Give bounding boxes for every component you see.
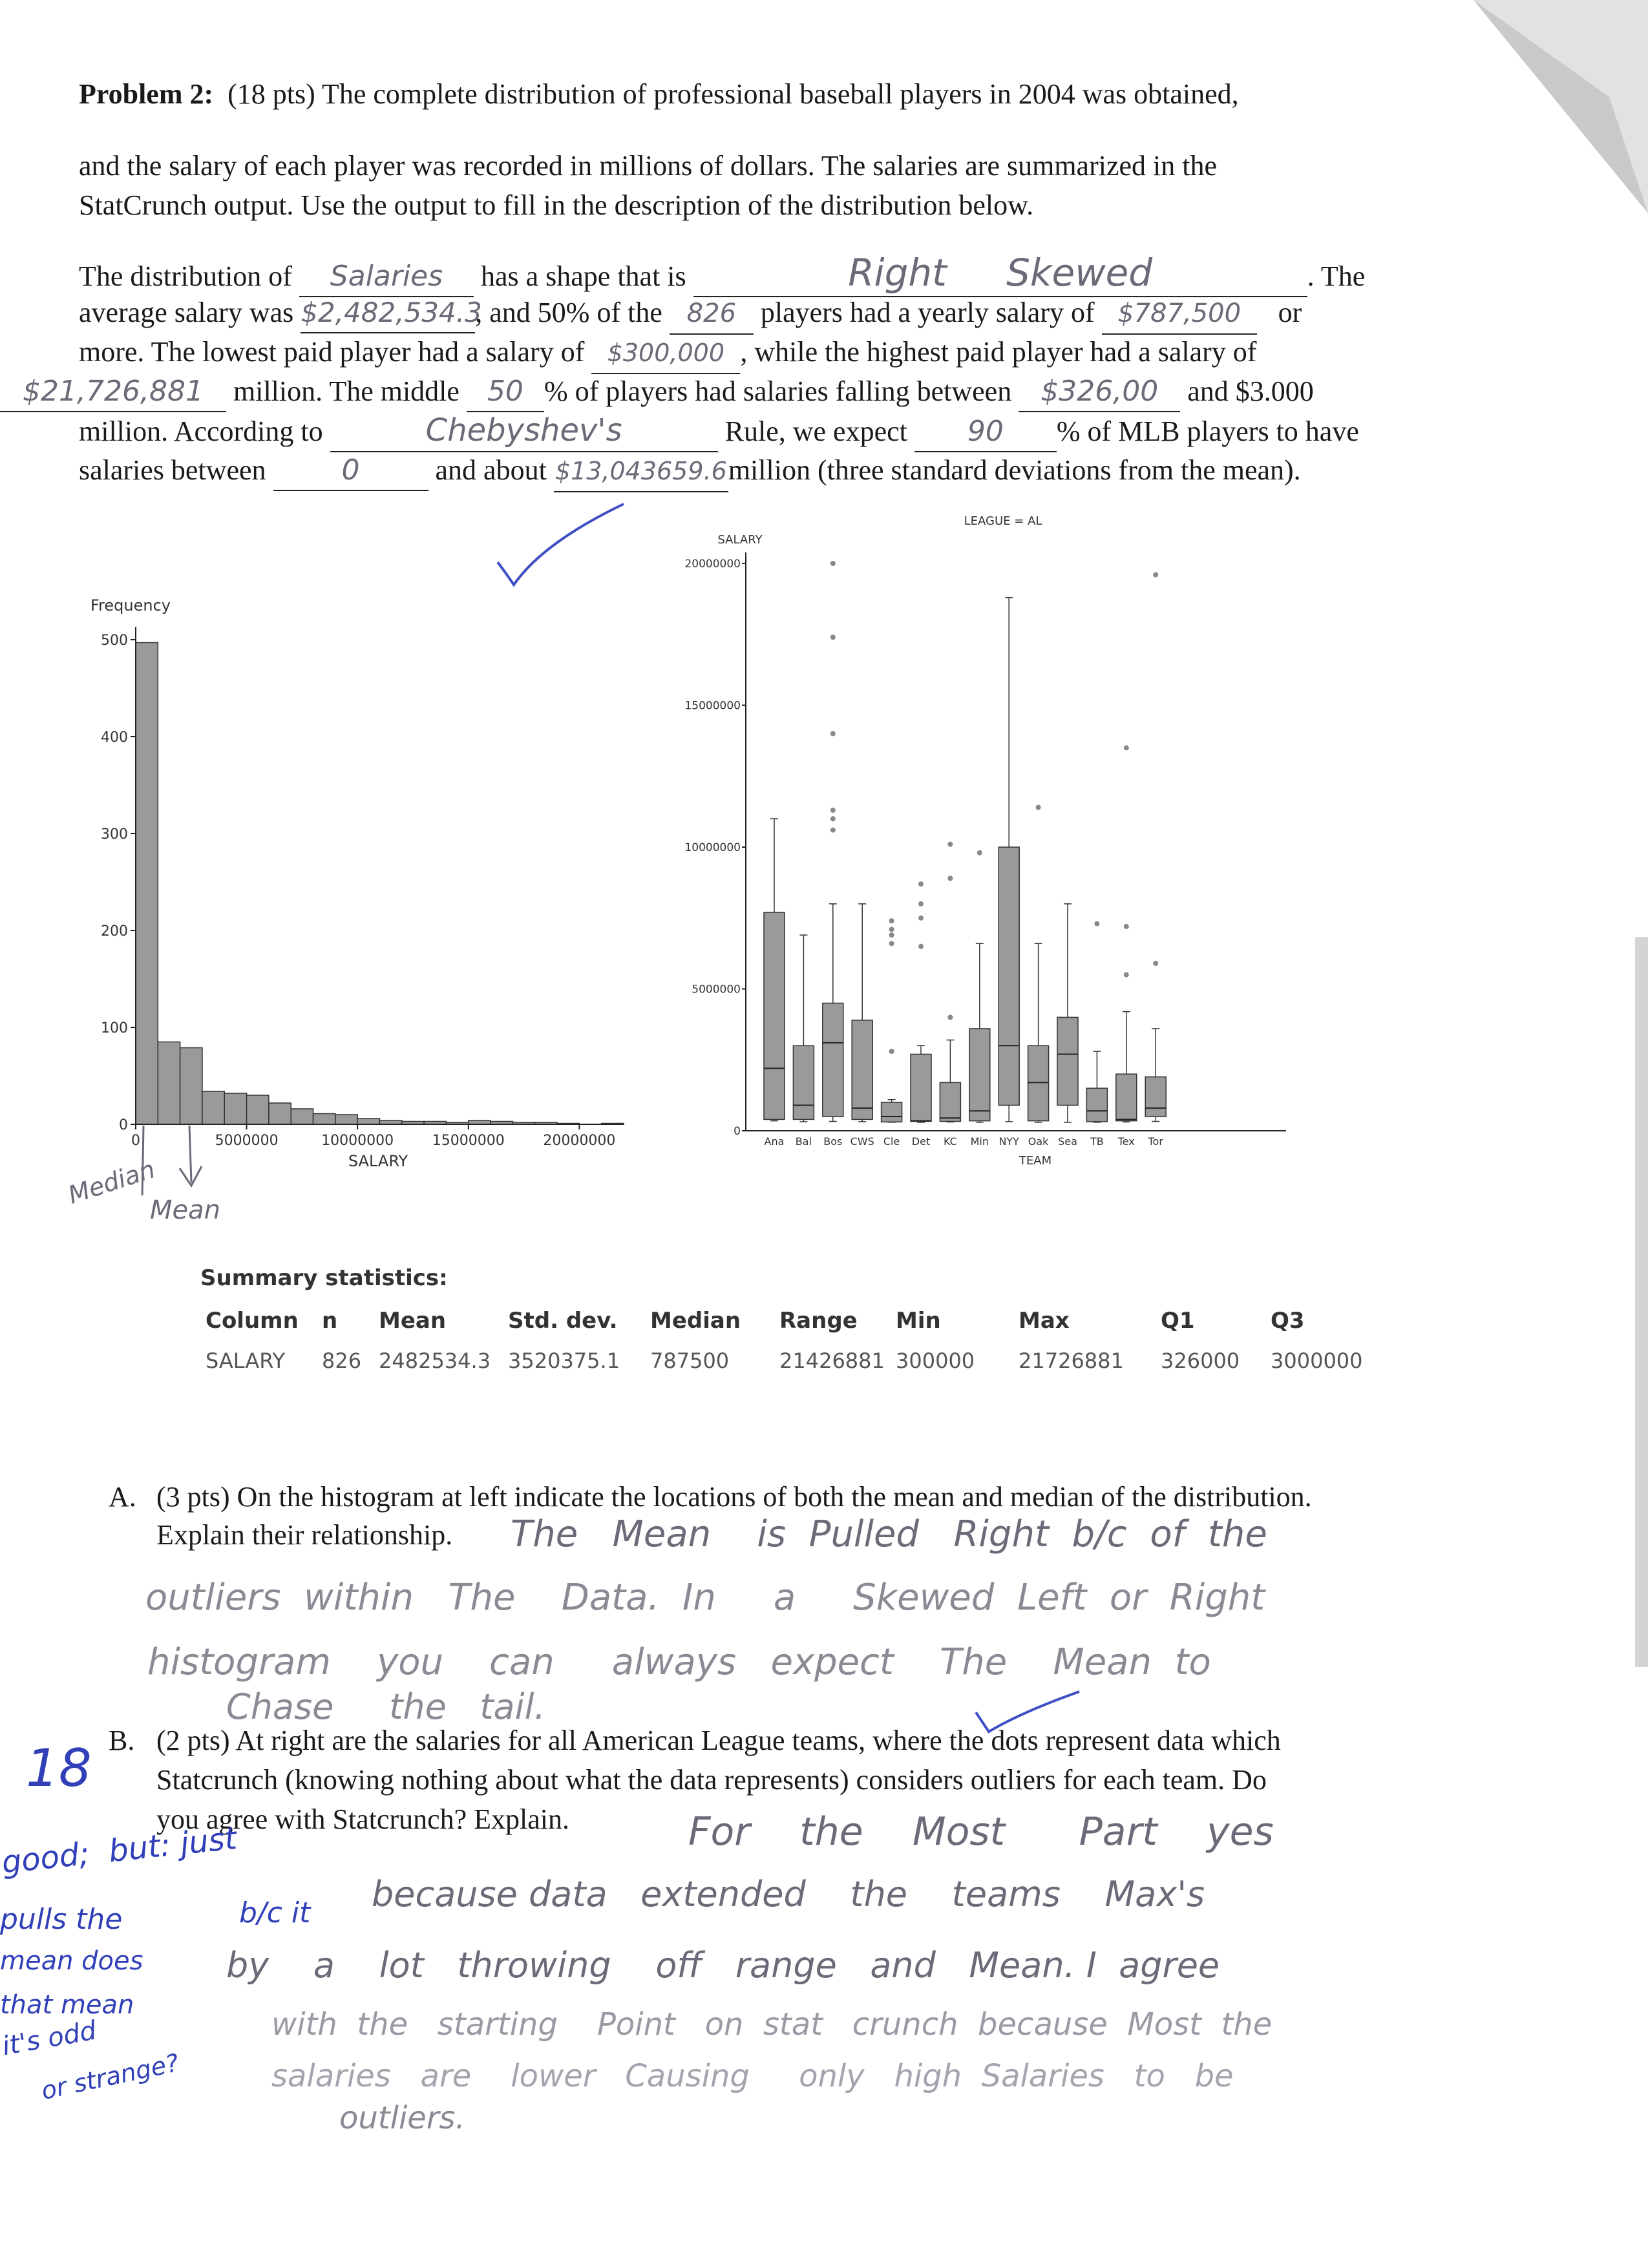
problem-intro-line1: [79, 74, 1539, 114]
answer-lower-bound: 0: [341, 454, 360, 487]
boxplot-box: [852, 1020, 872, 1120]
histogram-bar: [224, 1093, 246, 1124]
part-b-line1: (2 pts) At right are the salaries for all American League teams, where the dots represent data which: [156, 1725, 1281, 1756]
summary-header-cell: Std. dev.: [508, 1308, 618, 1334]
histogram-y-tick-label: 200: [101, 923, 128, 940]
fill-text: million. According to: [79, 415, 323, 447]
fill-line-1: [79, 253, 1539, 297]
answer-iqr-percent: 50: [487, 375, 523, 408]
boxplot-y-tick-label: 10000000: [684, 841, 741, 854]
histogram-bar: [158, 1042, 180, 1125]
part-a-answer-2: outliers within The Data. In a Skewed Left or Right: [145, 1577, 1265, 1619]
boxplot-outlier: [947, 842, 953, 847]
histogram-chart: [71, 588, 666, 1195]
histogram-bar: [335, 1115, 357, 1124]
fill-text: has a shape that is: [480, 260, 686, 292]
boxplot-outlier: [977, 850, 982, 856]
answer-shape-variable: Salaries: [330, 260, 443, 293]
boxplot-y-tick-label: 0: [734, 1125, 741, 1138]
summary-header-cell: Max: [1019, 1308, 1070, 1334]
boxplot-box: [911, 1054, 931, 1121]
boxplot-outlier: [889, 1049, 894, 1054]
part-a-label: A.: [109, 1481, 136, 1513]
boxplot-team-label: Tex: [1117, 1135, 1135, 1148]
fill-line-2: [79, 293, 1539, 335]
summary-data-cell: 3000000: [1271, 1349, 1363, 1373]
fill-text: average salary was: [79, 297, 294, 328]
histogram-x-tick-label: 20000000: [543, 1133, 616, 1149]
summary-data-cell: SALARY: [206, 1349, 285, 1373]
boxplot-box: [1116, 1074, 1137, 1120]
fill-text: and about: [435, 454, 547, 486]
part-a-answer-1: The Mean is Pulled Right b/c of the: [511, 1513, 1267, 1555]
boxplot-team-label: Cle: [883, 1135, 900, 1148]
part-b-answer-6: outliers.: [339, 2100, 465, 2136]
mean-arrow-icon: [180, 1126, 202, 1186]
boxplot-team-label: Det: [911, 1135, 931, 1148]
fill-text: , while the highest paid player had a salary of: [740, 336, 1257, 368]
histogram-bar: [357, 1118, 379, 1124]
problem-intro-line2: and the salary of each player was recorded in millions of dollars. The salaries are summarized in the: [79, 150, 1217, 182]
boxplot-outlier: [830, 635, 836, 640]
histogram-x-tick-label: 10000000: [321, 1133, 394, 1149]
answer-percent: 90: [967, 415, 1004, 448]
summary-header-cell: Q3: [1271, 1308, 1305, 1334]
histogram-median-note: Median: [65, 1155, 159, 1210]
histogram-y-label: Frequency: [90, 596, 171, 614]
problem-label: Problem 2:: [79, 78, 214, 110]
histogram-mean-note: Mean: [150, 1195, 220, 1225]
part-b-label: B.: [109, 1725, 135, 1756]
summary-header-cell: Median: [650, 1308, 741, 1334]
boxplot-box: [764, 912, 785, 1119]
boxplot-outlier: [830, 816, 836, 821]
part-b-answer-1: For the Most Part yes: [688, 1809, 1274, 1854]
boxplot-chart: [659, 510, 1338, 1182]
part-b-line3: you agree with Statcrunch? Explain.: [156, 1803, 570, 1835]
boxplot-team-label: Bal: [795, 1135, 812, 1148]
summary-header-row: [206, 1300, 1363, 1341]
histogram-x-tick-label: 5000000: [215, 1133, 279, 1149]
boxplot-outlier: [918, 901, 924, 907]
summary-header-cell: Q1: [1161, 1308, 1195, 1334]
grader-comment-7: or strange?: [39, 2048, 182, 2106]
fill-text: million. The middle: [233, 375, 460, 407]
answer-shape: Right Skewed: [848, 251, 1153, 295]
fill-line-5: [79, 411, 1539, 452]
grader-comment-3: pulls the: [0, 1903, 123, 1936]
boxplot-outlier: [889, 932, 894, 938]
boxplot-outlier: [889, 918, 894, 923]
fill-line-6: [79, 450, 1539, 492]
boxplot-outlier: [1124, 924, 1129, 929]
boxplot-outlier: [918, 916, 924, 921]
histogram-bar: [202, 1091, 224, 1124]
summary-data-cell: 326000: [1161, 1349, 1240, 1373]
boxplot-outlier: [918, 881, 924, 887]
boxplot-outlier: [1124, 745, 1129, 750]
summary-data-cell: 2482534.3: [379, 1349, 491, 1373]
histogram-bar: [291, 1109, 313, 1124]
summary-header-cell: n: [322, 1308, 338, 1334]
part-b-answer-2: because data extended the teams Max's: [372, 1874, 1205, 1915]
part-b-line2: Statcrunch (knowing nothing about what the data represents) considers outliers for each team. Do: [156, 1764, 1267, 1796]
boxplot-outlier: [947, 876, 953, 881]
boxplot-box: [823, 1003, 843, 1117]
boxplot-y-label: SALARY: [717, 533, 763, 547]
answer-min: $300,000: [607, 339, 725, 367]
boxplot-team-label: Bos: [823, 1135, 843, 1148]
answer-median: $787,500: [1117, 299, 1241, 328]
boxplot-box: [969, 1029, 990, 1121]
histogram-x-tick-label: 15000000: [432, 1133, 505, 1149]
boxplot-outlier: [1124, 972, 1129, 978]
boxplot-y-tick-label: 15000000: [684, 699, 741, 713]
part-b-answer-3: by a lot throwing off range and Mean. I agree: [226, 1945, 1220, 1986]
answer-max: $21,726,881: [23, 375, 204, 408]
answer-q1: $326,00: [1041, 375, 1159, 408]
boxplot-team-label: KC: [944, 1135, 957, 1148]
fill-text: more. The lowest paid player had a salary of: [79, 336, 585, 368]
answer-rule: Chebyshev's: [425, 412, 622, 448]
histogram-bar: [180, 1048, 202, 1125]
summary-title: Summary statistics:: [200, 1265, 448, 1291]
boxplot-box: [1028, 1045, 1049, 1120]
grader-score: 18: [26, 1738, 92, 1798]
boxplot-box: [940, 1082, 960, 1121]
boxplot-team-label: Ana: [764, 1135, 785, 1148]
summary-data-cell: 21426881: [779, 1349, 885, 1373]
boxplot-y-tick-label: 5000000: [692, 983, 741, 996]
part-b-answer-4: with the starting Point on stat crunch because Most the: [271, 2006, 1273, 2042]
summary-data-row: [206, 1341, 1363, 1380]
summary-data-cell: 300000: [896, 1349, 975, 1373]
grader-comment-4: mean does: [0, 1946, 143, 1976]
histogram-y-tick-label: 0: [119, 1117, 128, 1133]
histogram-bar: [269, 1103, 291, 1124]
boxplot-outlier: [830, 828, 836, 833]
fill-text: % of players had salaries falling between: [544, 375, 1012, 407]
boxplot-box: [1086, 1088, 1107, 1122]
page-edge-shadow: [1635, 937, 1648, 1667]
summary-table: [206, 1300, 1363, 1380]
boxplot-outlier: [1153, 961, 1158, 966]
boxplot-box: [998, 847, 1019, 1105]
grader-comment-1: good; but: just: [0, 1820, 238, 1881]
fill-text: and $3.000: [1187, 375, 1314, 407]
part-a-answer-4: Chase the tail.: [226, 1686, 545, 1727]
part-a-answer-3: histogram you can always expect The Mean to: [147, 1641, 1211, 1683]
summary-header-cell: Column: [206, 1308, 299, 1334]
answer-upper-bound: $13,043659.6: [555, 457, 727, 485]
boxplot-box: [882, 1102, 902, 1122]
histogram-x-label: SALARY: [348, 1152, 408, 1170]
boxplot-outlier: [947, 1014, 953, 1020]
check-mark-icon: [485, 498, 633, 594]
boxplot-outlier: [1036, 805, 1041, 810]
boxplot-outlier: [830, 808, 836, 813]
histogram-bar: [313, 1114, 335, 1125]
boxplot-team-label: CWS: [850, 1135, 874, 1148]
grader-comment-2: b/c it: [239, 1896, 311, 1929]
boxplot-team-label: TB: [1090, 1135, 1104, 1148]
summary-data-cell: 3520375.1: [508, 1349, 620, 1373]
fill-text: players had a yearly salary of: [760, 297, 1095, 328]
fill-text: Rule, we expect: [724, 415, 907, 447]
summary-header-cell: Min: [896, 1308, 941, 1334]
boxplot-team-label: Min: [970, 1135, 989, 1148]
boxplot-title: LEAGUE = AL: [964, 514, 1042, 528]
histogram-y-tick-label: 500: [101, 633, 128, 649]
fill-text: million (three standard deviations from the mean).: [728, 454, 1301, 486]
fill-text: or: [1278, 297, 1302, 328]
part-a-line1: (3 pts) On the histogram at left indicate the locations of both the mean and median of the distribution.: [156, 1481, 1312, 1513]
fill-text: . The: [1307, 260, 1366, 292]
boxplot-x-label: TEAM: [1019, 1154, 1052, 1168]
summary-data-cell: 826: [322, 1349, 362, 1373]
histogram-y-tick-label: 400: [101, 730, 128, 746]
histogram-bar: [247, 1095, 269, 1124]
summary-header-cell: Range: [779, 1308, 858, 1334]
boxplot-team-label: Oak: [1028, 1135, 1049, 1148]
boxplot-team-label: Sea: [1058, 1135, 1077, 1148]
boxplot-outlier: [1153, 572, 1158, 578]
summary-data-cell: 21726881: [1019, 1349, 1124, 1373]
fill-text: , and 50% of the: [475, 297, 662, 328]
fill-text: % of MLB players to have: [1056, 415, 1359, 447]
boxplot-outlier: [889, 927, 894, 932]
histogram-y-tick-label: 300: [101, 826, 128, 843]
histogram-y-tick-label: 100: [101, 1020, 128, 1036]
summary-data-cell: 787500: [650, 1349, 730, 1373]
boxplot-outlier: [830, 561, 836, 566]
histogram-bar: [136, 643, 158, 1125]
boxplot-outlier: [918, 944, 924, 949]
grader-comment-5: that mean: [0, 1990, 134, 2020]
boxplot-box: [793, 1045, 814, 1119]
boxplot-outlier: [830, 731, 836, 736]
histogram-x-tick-label: 0: [131, 1133, 140, 1149]
boxplot-y-tick-label: 20000000: [684, 558, 741, 571]
fill-line-4: [0, 372, 1551, 412]
boxplot-team-label: Tor: [1148, 1135, 1163, 1148]
grader-comment-6: it's odd: [0, 2015, 99, 2062]
boxplot-box: [1057, 1017, 1078, 1105]
problem-intro-line3: StatCrunch output. Use the output to fill in the description of the distribution below.: [79, 189, 1034, 221]
fill-text: The distribution of: [79, 260, 292, 292]
part-a-line2: Explain their relationship.: [156, 1519, 453, 1551]
boxplot-outlier: [889, 941, 894, 946]
fill-line-3: [79, 332, 1539, 374]
problem-intro-text: (18 pts) The complete distribution of professional baseball players in 2004 was obtained,: [227, 78, 1239, 110]
summary-header-cell: Mean: [379, 1308, 447, 1334]
answer-n: 826: [686, 299, 737, 328]
fill-text: salaries between: [79, 454, 266, 486]
boxplot-team-label: NYY: [998, 1135, 1019, 1148]
part-b-answer-5: salaries are lower Causing only high Salaries to be: [271, 2058, 1234, 2094]
boxplot-box: [1145, 1077, 1166, 1117]
boxplot-outlier: [1094, 921, 1099, 927]
answer-mean: $2,482,534.3: [301, 297, 482, 328]
